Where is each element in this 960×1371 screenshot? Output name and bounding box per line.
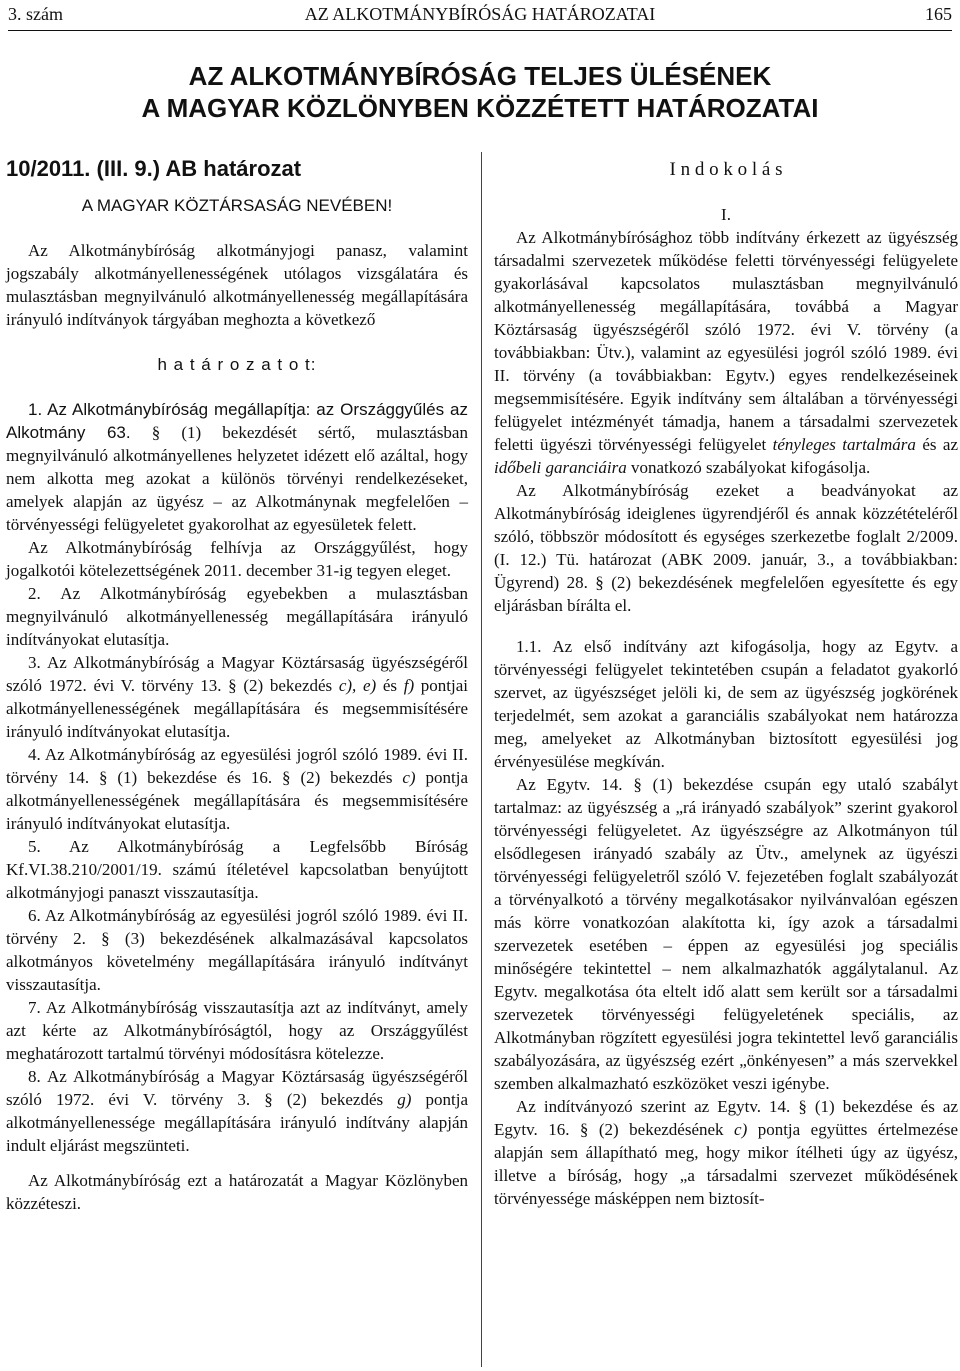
decision-title: 10/2011. (III. 9.) AB határozat [6,156,302,181]
page-number: 165 [925,4,952,24]
issue-number: 3. szám [8,4,63,24]
r1-mid: és az [915,435,958,454]
point-1-rest: § (1) bekezdését sértő, mulasztásban megnyilvánuló alkotmányellenes helyzetet idézett elő azáltal, hogy nem alkotta meg azokat a különös törvényi rendelkezéseket, amelyek alapján az ügyész – az Alkotmánynak megfelelően – törvényességi felügyeletet gyakorolhat az egyesületek felett. [6,423,468,534]
reasoning-paragraph-1 [494,226,958,479]
r5-b: pontja együttes értelmezése alapján sem állapítható meg, hogy mikor ítélheti úgy az ügyész, illetve a bíróság, hogy „a társadalmi szervezet működésének törvényessége másképpen nem biztosít- [494,1120,958,1208]
page-title-line-2: A MAGYAR KÖZLÖNYBEN KÖZZÉTETT HATÁROZATAI [141,93,819,123]
point-7: 7. Az Alkotmánybíróság visszautasítja azt az indítványt, amely azt kérte az Alkotmánybíróságtól, hogy az Országgyűlést meghatározott tartalmú törvényi módosításra kötelezze. [6,998,468,1063]
point-3-i1: c), e) [338,676,377,695]
point-1b: Az Alkotmánybíróság felhívja az Országgyűlést, hogy jogalkotói kötelezettségének 2011. december 31-ig tegyen eleget. [6,538,468,580]
point-3 [6,651,468,743]
point-4 [6,743,468,835]
indokolas-heading: I n d o k o l á s [669,159,783,180]
point-3-c: pontjai alkotmányellenességének megállapítására és megsemmisítésére irányuló indítványokat elutasítja. [6,676,469,741]
r5-italic: c) [734,1120,748,1139]
point-5: 5. Az Alkotmánybíróság a Legfelsőbb Bíróság Kf.VI.38.210/2001/19. számú ítéletével kapcsolatban benyújtott alkotmányjogi panaszt visszautasítja. [6,837,468,902]
intro-paragraph: Az Alkotmánybíróság alkotmányjogi panasz, valamint jogszabály alkotmányellenességének utólagos vizsgálatára és mulasztásban megnyilvánuló alkotmányellenesség megállapítására irányuló indítványok tárgyában meghozta a következő [6,241,468,329]
point-8 [6,1065,468,1157]
point-1-head: 1. Az Alkotmánybíróság megállapítja: az Országgyűlés az Alkotmány 63. [6,400,468,442]
reasoning-paragraph-4: Az Egytv. 14. § (1) bekezdése csupán egy utaló szabályt tartalmaz: az ügyészség a „rá irányadó szabályok” szerint gyakorol törvényességi felügyeletet. Az ügyészségre az Alkotmányon túl elsődlegesen irányadó szabály az Ütv., amelynek az ügyészi törvényességi felügyeletről szóló V. fejezetében foglalt szabályozát a törvényalkotó a törvény megalkotásakor nyilvánvalóan egészen más körre vonatkozóan alakította ki, így azok a társadalmi szervezetek esetében – éppen az egyesülési jog speciális minőségére tekintettel – nem alkalmazhatók aggálytalanul. Az Egytv. megalkotása óta eltelt idő alatt sem került sor a társadalmi szervezetek törvényességi felügyeletének speciális, az Alkotmányban rögzített egyesülési jogra tekintettel levő garanciális szabályozására, az ügyészség ezért „önkényesen” a más szervekkel szemben alkalmazható eszközöket veszi igénybe. [494,775,958,1093]
column-divider [481,152,482,1367]
hatarozatot-heading: h a t á r o z a t o t: [157,355,317,374]
point-2: 2. Az Alkotmánybíróság egyebekben a mulasztásban megnyilvánuló alkotmányellenesség megállapítására irányuló indítványokat elutasítja. [6,584,468,649]
point-3-b: és [376,676,404,695]
reasoning-paragraph-3: 1.1. Az első indítvány azt kifogásolja, hogy az Egytv. a törvényességi felügyelet tekintetében csupán a feladatot gyakorló szervet, az ügyészséget jelöli ki, de sem az ügyészség jogkörének terjedelmét, sem azokat a garanciális szabályokat nem határozza meg, amelyeket az Alkotmányban biztosított egyesülési jog érvényesülése megkíván. [494,637,958,771]
point-3-a: 3. Az Alkotmánybíróság a Magyar Köztársaság ügyészségéről szóló 1972. évi V. törvény 13. § (2) bekezdés [6,653,468,695]
page-title [0,60,960,124]
r1-end: vonatkozó szabályokat kifogásolja. [626,458,871,477]
closing-paragraph: Az Alkotmánybíróság ezt a határozatát a Magyar Közlönyben közzéteszi. [6,1171,468,1213]
r1-italic-1: tényleges tartalmára [772,435,916,454]
point-6: 6. Az Alkotmánybíróság az egyesülési jogról szóló 1989. évi II. törvény 2. § (3) bekezdésének alkalmazásával kapcsolatos alkotmányos követelmény megállapítására irányuló indítványt visszautasítja. [6,906,468,994]
point-8-a: 8. Az Alkotmánybíróság a Magyar Köztársaság ügyészségéről szóló 1972. évi V. törvény 3. § (2) bekezdés [6,1067,468,1109]
page-title-line-1: AZ ALKOTMÁNYBÍRÓSÁG TELJES ÜLÉSÉNEK [188,61,772,91]
left-column [6,150,468,1215]
running-title: AZ ALKOTMÁNYBÍRÓSÁG HATÁROZATAI [304,4,656,24]
point-1 [6,398,468,536]
reasoning-paragraph-2: Az Alkotmánybíróság ezeket a beadványokat az Alkotmánybíróság ideiglenes ügyrendjéről és annak közzétételéről szóló, többször módosított és egységes szerkezetbe foglalt 2/2009. (I. 12.) Tü. határozat (ABK 2009. január, 3., a továbbiakban: Ügyrend) 28. § (2) bekezdésének megfelelően egyesítette és egy eljárásban bírálta el. [494,481,958,615]
reasoning-paragraph-5 [494,1095,958,1210]
running-header [8,4,952,26]
r1-italic-2: időbeli garanciáira [494,458,627,477]
r1-text: Az Alkotmánybírósághoz több indítvány érkezett az ügyészség társadalmi szervezetek működése feletti törvényességi felügyelete gyakorlásával kapcsolatos mulasztásban megnyilvánuló alkotmányellenesség megállapítására, továbbá a Magyar Köztársaság ügyészségéről szóló 1972. évi V. törvény (a továbbiakban: Ütv.), valamint az egyesülési jogról szóló 1989. évi II. törvény (a továbbiakban: Egytv.) egyes rendelkezéseinek megsemmisítésére. Egyik indítvány sem általában a törvényességi felügyelet intézményét támadja, hanem a társadalmi szervezetek feletti ügyészi törvényességi felügyelet [494,228,958,454]
header-rule [8,30,952,31]
point-4-i: c) [402,768,416,787]
right-column [494,150,958,1210]
point-4-a: 4. Az Alkotmánybíróság az egyesülési jogról szóló 1989. évi II. törvény 14. § (1) bekezdése és 16. § (2) bekezdés [6,745,468,787]
in-the-name-line: A MAGYAR KÖZTÁRSASÁG NEVÉBEN! [81,196,393,215]
point-8-b: pontja alkotmányellenessége megállapítására irányuló indítvány alapján indult eljárást megszünteti. [6,1090,468,1155]
point-8-i: g) [397,1090,412,1109]
point-4-b: pontja alkotmányellenességének megállapítására és megsemmisítésére irányuló indítványokat elutasítja. [6,768,468,833]
r5-a: Az indítványozó szerint az Egytv. 14. § (1) bekezdése és az Egytv. 16. § (2) bekezdésének [494,1097,958,1139]
section-heading: I. [721,205,731,224]
point-3-i2: f) [403,676,415,695]
